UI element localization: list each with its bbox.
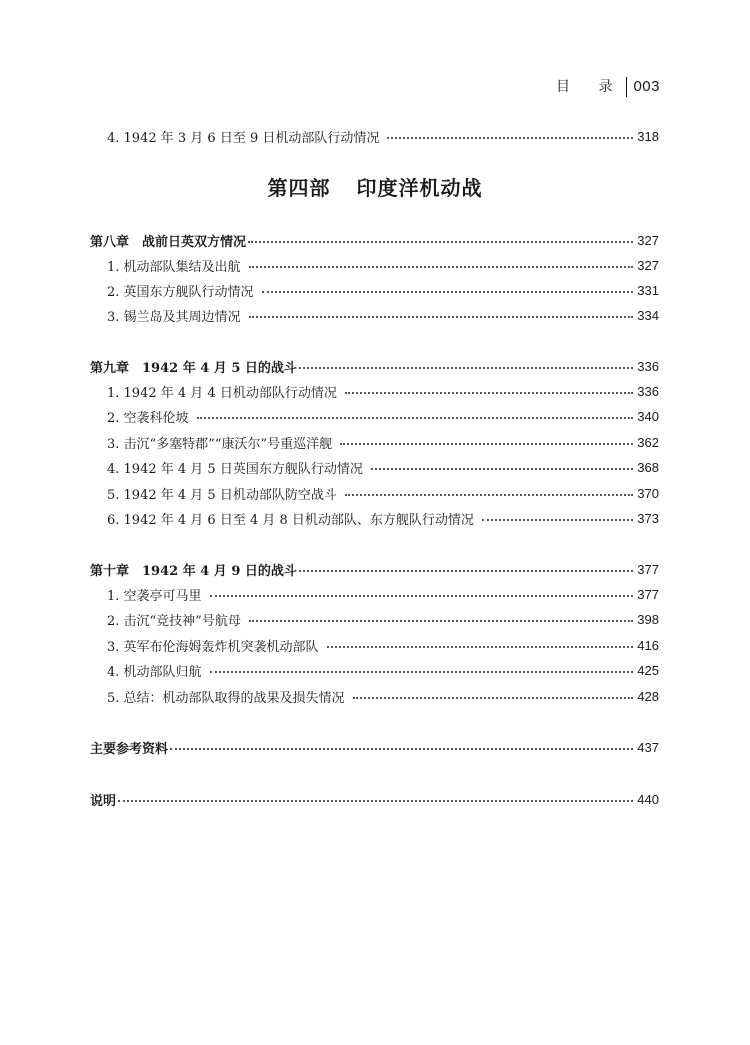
notes-page: 440: [637, 791, 659, 807]
dot-leader: [248, 241, 633, 243]
chapter-heading: [90, 354, 659, 378]
dot-leader: [345, 392, 633, 394]
part-title: [0, 172, 750, 201]
dot-leader: [345, 494, 633, 496]
toc-entry: [90, 607, 659, 631]
running-head-page-number: 003: [633, 78, 660, 95]
toc-entry-page: 398: [637, 611, 659, 627]
toc-entry-label: 1. 空袭亭可马里: [107, 588, 202, 604]
toc-entry-label: 5. 总结：机动部队取得的战果及损失情况: [107, 690, 345, 706]
dot-leader: [249, 266, 634, 268]
dot-leader: [210, 595, 634, 597]
toc-entry: [90, 633, 659, 657]
toc-entry: [90, 430, 659, 454]
toc-entry-page: 327: [637, 257, 659, 273]
chapter-heading: [90, 557, 659, 581]
toc-entry-page: 340: [637, 408, 659, 424]
running-head: [556, 76, 660, 98]
chapter-page: 336: [637, 358, 659, 374]
toc-entry: [90, 684, 659, 708]
part-number: 第四部: [267, 176, 331, 200]
toc-entry: [90, 506, 659, 530]
dot-leader: [170, 748, 633, 750]
chapter-title: 第九章 1942 年 4 月 5 日的战斗: [90, 360, 297, 376]
toc-entry: [90, 658, 659, 682]
toc-entry-label: 3. 锡兰岛及其周边情况: [107, 309, 241, 325]
toc-entry: [90, 455, 659, 479]
dot-leader: [118, 800, 633, 802]
references-heading: [90, 735, 659, 759]
toc-entry-page: 336: [637, 383, 659, 399]
part-name: 印度洋机动战: [356, 176, 483, 200]
toc-entry-label: 3. 英军布伦海姆轰炸机突袭机动部队: [107, 639, 319, 655]
dot-leader: [299, 367, 633, 369]
toc-entry: [90, 253, 659, 277]
toc-entry: [90, 481, 659, 505]
dot-leader: [353, 697, 634, 699]
chapter-page: 377: [637, 561, 659, 577]
notes-heading: [90, 787, 659, 811]
toc-entry-page: 318: [637, 128, 659, 144]
chapter-heading: [90, 228, 659, 252]
toc-entry: [90, 582, 659, 606]
running-head-divider: [626, 77, 627, 97]
chapter-title: 第八章 战前日英双方情况: [90, 234, 247, 250]
toc-entry-page: 368: [637, 459, 659, 475]
toc-entry: [90, 124, 659, 148]
toc-entry-label: 1. 1942 年 4 月 4 日机动部队行动情况: [107, 385, 337, 401]
toc-entry-label: 4. 机动部队归航: [107, 664, 202, 680]
references-title: 主要参考资料: [90, 741, 169, 757]
toc-entry-label: 1. 机动部队集结及出航: [107, 259, 241, 275]
toc-entry-label: 3. 击沉“多塞特郡”“康沃尔”号重巡洋舰: [107, 436, 333, 452]
chapter-page: 327: [637, 232, 659, 248]
toc-entry: [90, 404, 659, 428]
chapter-title: 第十章 1942 年 4 月 9 日的战斗: [90, 563, 297, 579]
dot-leader: [249, 316, 634, 318]
toc-entry-page: 370: [637, 485, 659, 501]
dot-leader: [371, 468, 633, 470]
references-page: 437: [637, 739, 659, 755]
dot-leader: [327, 646, 634, 648]
dot-leader: [210, 671, 634, 673]
toc-entry-label: 2. 击沉“竞技神”号航母: [107, 613, 241, 629]
dot-leader: [340, 443, 633, 445]
toc-entry-label: 6. 1942 年 4 月 6 日至 4 月 8 日机动部队、东方舰队行动情况: [107, 512, 474, 528]
toc-entry: [90, 303, 659, 327]
notes-title: 说明: [90, 793, 117, 809]
toc-entry-page: 377: [637, 586, 659, 602]
toc-entry-page: 334: [637, 307, 659, 323]
toc-entry-page: 331: [637, 282, 659, 298]
dot-leader: [387, 137, 633, 139]
toc-entry-page: 362: [637, 434, 659, 450]
toc-entry-page: 428: [637, 688, 659, 704]
dot-leader: [249, 620, 633, 622]
dot-leader: [299, 570, 633, 572]
toc-entry-label: 2. 空袭科伦坡: [107, 410, 189, 426]
toc-entry-page: 373: [637, 510, 659, 526]
dot-leader: [262, 291, 634, 293]
dot-leader: [482, 519, 633, 521]
toc-entry-label: 5. 1942 年 4 月 5 日机动部队防空战斗: [107, 487, 337, 503]
toc-entry-label: 4. 1942 年 4 月 5 日英国东方舰队行动情况: [107, 461, 363, 477]
dot-leader: [197, 417, 634, 419]
toc-entry: [90, 278, 659, 302]
toc-entry: [90, 379, 659, 403]
toc-entry-page: 425: [637, 662, 659, 678]
toc-entry-page: 416: [637, 637, 659, 653]
toc-entry-label: 2. 英国东方舰队行动情况: [107, 284, 254, 300]
running-head-label: 目 录: [556, 79, 625, 95]
toc-entry-label: 4. 1942 年 3 月 6 日至 9 日机动部队行动情况: [107, 130, 380, 146]
